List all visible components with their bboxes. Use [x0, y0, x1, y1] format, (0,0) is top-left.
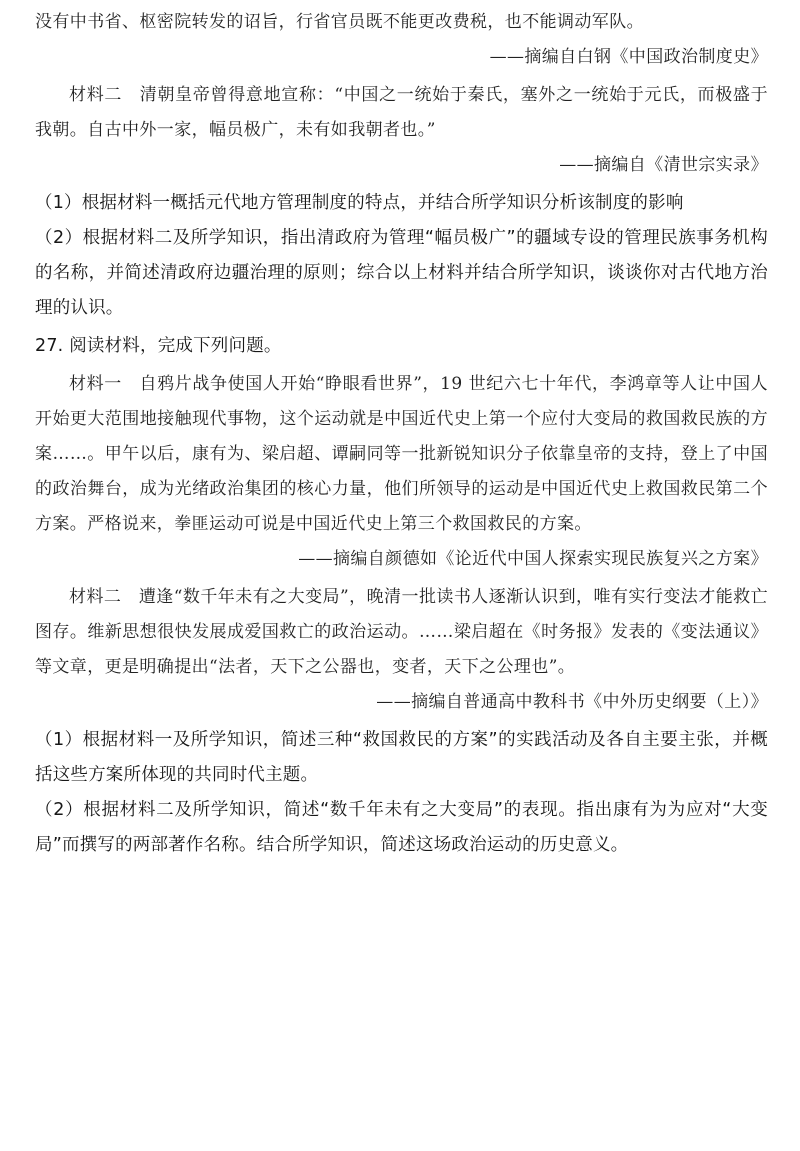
- q26-material2-text: 材料二 清朝皇帝曾得意地宣称：“中国之一统始于秦氏，塞外之一统始于元氏，而极盛于我朝。自古中外一家，幅员极广，未有如我朝者也。”: [35, 85, 768, 140]
- q27-material1-text: 材料一 自鸦片战争使国人开始“睁眼看世界”，19 世纪六七十年代，李鸿章等人让中国人开始更大范围地接触现代事物，这个运动就是中国近代史上第一个应付大变局的救国救民族的方案……。甲午以后，康有为、梁启超、谭嗣同等一批新锐知识分子依靠皇帝的支持，登上了中国的政治舞台，成为光绪政治集团的核心力量，他们所领导的运动是中国近代史上救国救民第二个方案。严格说来，拳匪运动可说是中国近代史上第三个救国救民的方案。: [35, 374, 768, 534]
- q27-material2-text: 材料二 遭逢“数千年未有之大变局”，晚清一批读书人逐渐认识到，唯有实行变法才能救亡图存。维新思想很快发展成爱国救亡的政治运动。……梁启超在《时务报》发表的《变法通议》等文章，更是明确提出“法者，天下之公器也，变者，天下之公理也”。: [35, 587, 768, 677]
- q27-subquestion-2: （2）根据材料二及所学知识，简述“数千年未有之大变局”的表现。指出康有为为应对“大变局”而撰写的两部著作名称。结合所学知识，简述这场政治运动的历史意义。: [35, 800, 768, 855]
- q26-material1-source-attribution: ——摘编自白钢《中国政治制度史》: [489, 47, 768, 67]
- q27-material1-source-attribution: ——摘编自颜德如《论近代中国人探索实现民族复兴之方案》: [298, 549, 768, 569]
- q26-material1-continuation-text: 没有中书省、枢密院转发的诏旨，行省官员既不能更改费税，也不能调动军队。: [35, 12, 644, 32]
- q26-material2-source-attribution: ——摘编自《清世宗实录》: [559, 155, 768, 175]
- q27-material2-source-attribution: ——摘编自普通高中教科书《中外历史纲要（上）》: [376, 692, 768, 712]
- q27-subquestion-1: （1）根据材料一及所学知识，简述三种“救国救民的方案”的实践活动及各自主要主张，并概括这些方案所体现的共同时代主题。: [35, 730, 768, 785]
- q26-subquestion-2: （2）根据材料二及所学知识，指出清政府为管理“幅员极广”的疆域专设的管理民族事务机构的名称，并简述清政府边疆治理的原则；综合以上材料并结合所学知识，谈谈你对古代地方治理的认识。: [35, 228, 768, 318]
- q27-heading: 27. 阅读材料，完成下列问题。: [35, 336, 282, 356]
- q26-subquestion-1: （1）根据材料一概括元代地方管理制度的特点，并结合所学知识分析该制度的影响: [35, 193, 684, 213]
